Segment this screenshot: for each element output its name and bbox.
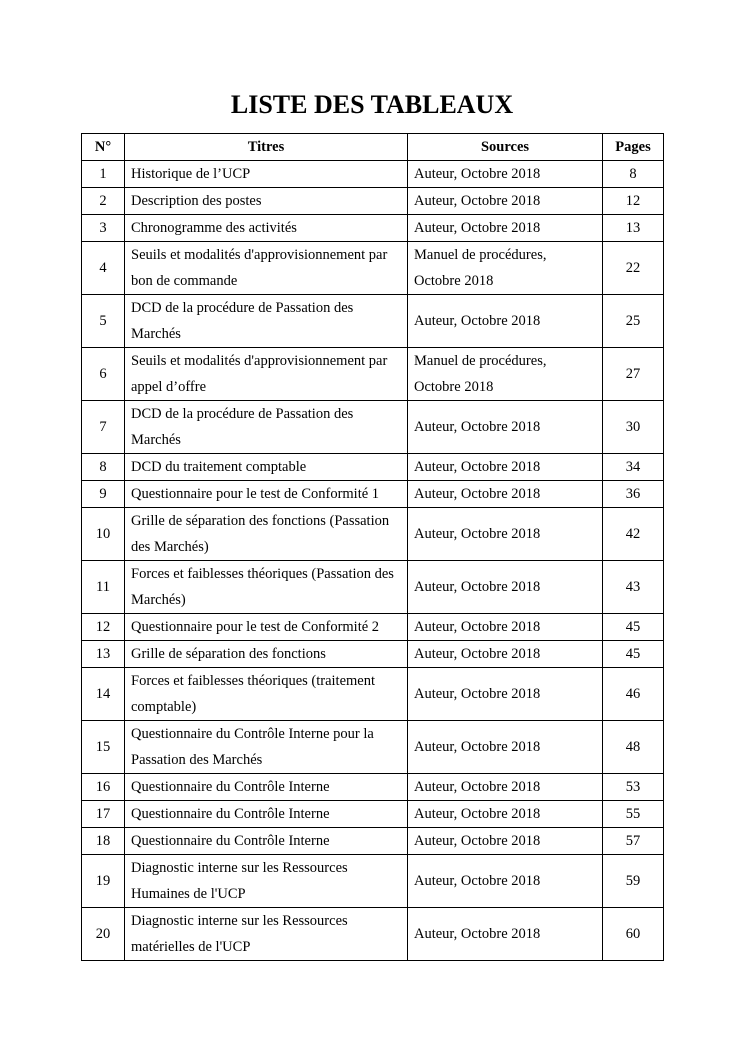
row-source: Manuel de procédures, Octobre 2018 (408, 348, 603, 401)
row-source: Auteur, Octobre 2018 (408, 481, 603, 508)
row-source: Auteur, Octobre 2018 (408, 801, 603, 828)
table-row (82, 215, 664, 242)
row-page: 45 (603, 614, 664, 641)
row-page: 45 (603, 641, 664, 668)
row-source: Auteur, Octobre 2018 (408, 641, 603, 668)
table-row (82, 908, 664, 961)
row-source: Auteur, Octobre 2018 (408, 401, 603, 454)
page-title: LISTE DES TABLEAUX (230, 90, 514, 119)
row-page: 43 (603, 561, 664, 614)
row-number: 19 (82, 855, 125, 908)
row-number: 7 (82, 401, 125, 454)
table-row (82, 668, 664, 721)
row-page: 57 (603, 828, 664, 855)
row-title: DCD du traitement comptable (125, 454, 408, 481)
row-page: 42 (603, 508, 664, 561)
row-title: DCD de la procédure de Passation des Marchés (125, 401, 408, 454)
table-row (82, 454, 664, 481)
row-source: Auteur, Octobre 2018 (408, 668, 603, 721)
row-number: 9 (82, 481, 125, 508)
row-title: Questionnaire du Contrôle Interne (125, 774, 408, 801)
row-source: Auteur, Octobre 2018 (408, 161, 603, 188)
row-page: 25 (603, 295, 664, 348)
row-source: Auteur, Octobre 2018 (408, 215, 603, 242)
row-page: 48 (603, 721, 664, 774)
table-row (82, 801, 664, 828)
row-title: Grille de séparation des fonctions (125, 641, 408, 668)
table-row (82, 401, 664, 454)
row-title: Questionnaire pour le test de Conformité 2 (125, 614, 408, 641)
table-row (82, 561, 664, 614)
row-number: 10 (82, 508, 125, 561)
row-number: 17 (82, 801, 125, 828)
row-page: 46 (603, 668, 664, 721)
table-row (82, 508, 664, 561)
row-title: Grille de séparation des fonctions (Passation des Marchés) (125, 508, 408, 561)
table-row (82, 161, 664, 188)
row-page: 60 (603, 908, 664, 961)
row-number: 15 (82, 721, 125, 774)
row-page: 22 (603, 242, 664, 295)
row-number: 18 (82, 828, 125, 855)
row-number: 2 (82, 188, 125, 215)
row-source: Auteur, Octobre 2018 (408, 188, 603, 215)
row-page: 55 (603, 801, 664, 828)
row-page: 59 (603, 855, 664, 908)
row-title: Questionnaire du Contrôle Interne (125, 801, 408, 828)
table-row (82, 295, 664, 348)
row-source: Auteur, Octobre 2018 (408, 508, 603, 561)
row-number: 4 (82, 242, 125, 295)
row-title: Diagnostic interne sur les Ressources Humaines de l'UCP (125, 855, 408, 908)
row-number: 12 (82, 614, 125, 641)
row-title: Questionnaire du Contrôle Interne pour la Passation des Marchés (125, 721, 408, 774)
tables-list (81, 133, 664, 961)
header-number: N° (82, 134, 125, 161)
row-number: 1 (82, 161, 125, 188)
row-title: Forces et faiblesses théoriques (Passation des Marchés) (125, 561, 408, 614)
row-title: Questionnaire pour le test de Conformité 1 (125, 481, 408, 508)
row-number: 13 (82, 641, 125, 668)
row-source: Auteur, Octobre 2018 (408, 828, 603, 855)
row-source: Auteur, Octobre 2018 (408, 774, 603, 801)
table-row (82, 242, 664, 295)
row-number: 3 (82, 215, 125, 242)
row-source: Auteur, Octobre 2018 (408, 295, 603, 348)
row-number: 6 (82, 348, 125, 401)
header-sources: Sources (408, 134, 603, 161)
row-title: Description des postes (125, 188, 408, 215)
table-row (82, 348, 664, 401)
table-row (82, 481, 664, 508)
row-number: 11 (82, 561, 125, 614)
row-page: 12 (603, 188, 664, 215)
table-row (82, 828, 664, 855)
row-source: Auteur, Octobre 2018 (408, 454, 603, 481)
header-row (82, 134, 664, 161)
row-page: 36 (603, 481, 664, 508)
row-number: 14 (82, 668, 125, 721)
table-row (82, 188, 664, 215)
row-page: 13 (603, 215, 664, 242)
row-number: 8 (82, 454, 125, 481)
table-row (82, 774, 664, 801)
row-source: Auteur, Octobre 2018 (408, 908, 603, 961)
row-title: DCD de la procédure de Passation des Marchés (125, 295, 408, 348)
row-source: Auteur, Octobre 2018 (408, 721, 603, 774)
table-row (82, 614, 664, 641)
row-source: Auteur, Octobre 2018 (408, 561, 603, 614)
table-row (82, 641, 664, 668)
table-row (82, 855, 664, 908)
row-source: Auteur, Octobre 2018 (408, 614, 603, 641)
row-page: 27 (603, 348, 664, 401)
row-title: Forces et faiblesses théoriques (traitement comptable) (125, 668, 408, 721)
row-title: Chronogramme des activités (125, 215, 408, 242)
header-pages: Pages (603, 134, 664, 161)
row-number: 5 (82, 295, 125, 348)
row-number: 20 (82, 908, 125, 961)
row-page: 34 (603, 454, 664, 481)
row-title: Historique de l’UCP (125, 161, 408, 188)
table-row (82, 721, 664, 774)
row-title: Seuils et modalités d'approvisionnement par appel d’offre (125, 348, 408, 401)
row-page: 53 (603, 774, 664, 801)
row-page: 8 (603, 161, 664, 188)
header-titles: Titres (125, 134, 408, 161)
row-source: Auteur, Octobre 2018 (408, 855, 603, 908)
row-title: Seuils et modalités d'approvisionnement par bon de commande (125, 242, 408, 295)
row-title: Questionnaire du Contrôle Interne (125, 828, 408, 855)
row-number: 16 (82, 774, 125, 801)
row-source: Manuel de procédures, Octobre 2018 (408, 242, 603, 295)
row-title: Diagnostic interne sur les Ressources matérielles de l'UCP (125, 908, 408, 961)
row-page: 30 (603, 401, 664, 454)
